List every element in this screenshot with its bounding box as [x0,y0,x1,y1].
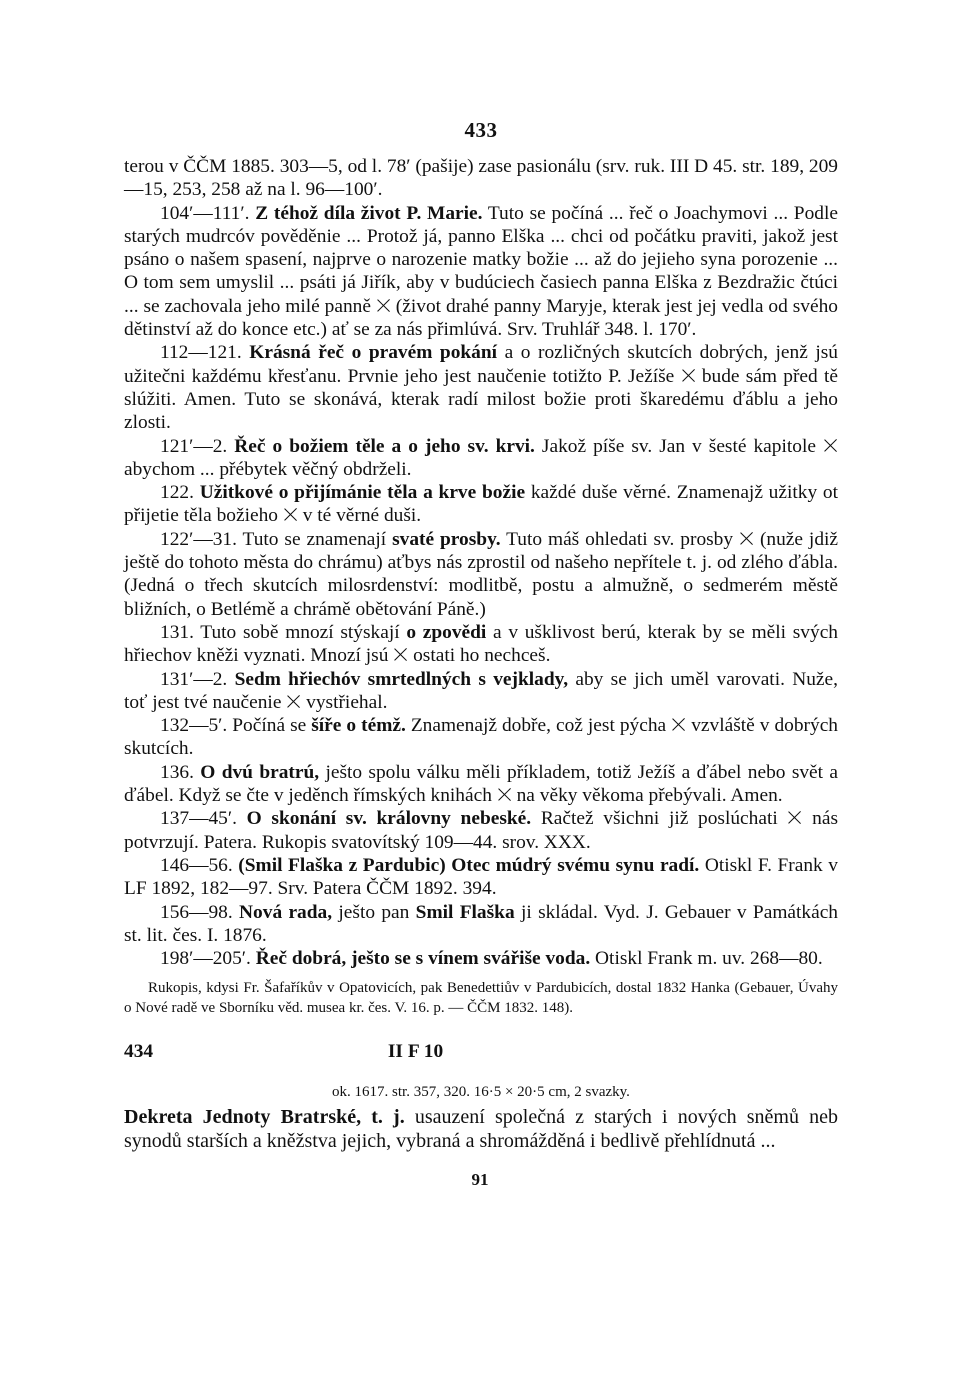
text: 121′—2. [160,435,235,457]
bold-text: O dvú bratrú, [200,761,320,783]
text: Račtež všichni již poslúchati [531,808,778,830]
text: každé duše věrné. Znamenajž užitky ot přijetie těla božieho [124,482,838,527]
bold-text: (Smil Flaška z Pardubic) Otec múdrý svému synu radí. [238,854,700,876]
cross-mark-icon [787,810,802,825]
text: Otiskl F. Frank v LF 1892, 182—97. Srv. Patera ČČM 1892. 394. [124,854,839,900]
entry-title-rest: usauzení společná z starých i nových sněmů neb synodů starších a kněžstva jejich, vybraná a shromážděná i bedlivě přehlídnutá ... [124,1106,839,1152]
text: 112—121. [160,342,250,364]
bold-text: šíře o témž. [311,715,406,737]
text: Znamenajž dobře, což jest pýcha [405,715,667,737]
bold-text: svaté prosby. [392,528,501,550]
text: nás potvrzují. Patera. Rukopis svatovítský 109—44. srov. XXX. [124,808,838,853]
text: ješto spolu válku měli příkladem, totiž Ježíš a ďábel nebo svět a ďábel. Když se čte v jeděnch římských knihách [124,761,839,807]
text: terou v ČČM 1885. 303—5, od l. 78′ (pašije) zase pasionálu (srv. ruk. III D 45. str. 189, 209—15, 253, 258 až na l. 96—100′. [124,156,838,201]
cross-mark-icon [393,647,408,662]
entry-description: ok. 1617. str. 357, 320. 16·5 × 20·5 cm, 2 svazky. [332,1084,630,1101]
paragraph [124,341,838,434]
paragraph [124,901,838,948]
text: bude sám před tě slúžiti. Amen. Tuto se skonává, kterak radí milost božie proti škaredému ďáblu a jeho zlosti. [124,365,838,434]
paragraph [124,947,838,970]
cross-mark-icon [681,368,696,383]
text: ješto pan [332,901,416,923]
cross-mark-icon [376,298,391,313]
paragraph [124,155,838,202]
paragraph [124,202,838,342]
page-number: 433 [464,118,498,142]
entry-title [124,1106,838,1153]
text: 104′—111′. [160,202,256,224]
footer-page-number: 91 [471,1170,489,1189]
bold-text: Řeč o božiem těle a o jeho sv. krvi. [234,435,535,457]
text: 198′—205′. [160,948,256,970]
paragraph [124,807,838,854]
document-page [124,118,838,1153]
paragraph [124,528,838,621]
text: ji skládal. Vyd. J. Gebauer v Památkách st. lit. čes. I. 1876. [124,901,838,946]
bold-text: Smil Flaška [415,901,515,923]
entry-number: 434 [124,1041,154,1063]
bold-text: Z téhož díla život P. Marie. [255,202,483,224]
text: 132—5′. Počíná se [160,715,312,737]
text: 137—45′. [160,808,247,830]
cross-mark-icon [283,507,298,522]
bold-text: Nová rada, [239,901,333,923]
paragraph [124,668,838,715]
bold-text: Krásná řeč o pravém pokání [249,342,498,364]
bold-text: Sedm hřiechóv smrtedlných s vejklady, [234,668,569,690]
text: Jakož píše sv. Jan v šesté kapitole [534,435,816,457]
text: Otiskl Frank m. uv. 268—80. [590,948,823,970]
spacer [798,1040,838,1064]
bold-text: Užitkové o přijímánie těla a krve božie [199,482,526,504]
manuscript-note: Rukopis, kdysi Fr. Šafaříkův v Opatovicích, pak Benedettiův v Pardubicích, dostal 1832 Hanka (Gebauer, Úvahy o Nové radě ve Sborníku věd. musea kr. čes. V. 16. p. — ČČM 1832. 148). [124,980,838,1017]
text: vzvláště v dobrých skutcích. [124,715,839,760]
text: 122′—31. Tuto se znamenají [160,528,393,550]
text: 136. [160,761,201,783]
text: v té věrné duši. [297,505,422,527]
paragraph [124,481,838,528]
text: (nuže jdiž ještě do tohoto města do chrámu) aťbys nás zprostil od našeho nepřítele t. j. od zlého ďábla. (Jedná o třech skutcích milosrdenství: modlitbě, postu a almužně, o sedmerém městě bližních, o Betlémě a chrámě obětování Páně.) [124,528,839,620]
text: vystřiehal. [301,691,388,713]
bold-text: Řeč dobrá, ješto se s vínem svářiše voda. [255,948,591,970]
text: ostati ho nechceš. [408,645,551,667]
bold-text: o zpovědi [406,621,487,643]
cross-mark-icon [286,694,301,709]
paragraph [124,714,838,761]
text: na věky věkoma přebývali. Amen. [511,785,783,807]
entry-title-bold: Dekreta Jednoty Bratrské, t. j. [124,1106,405,1129]
paragraph [124,761,838,808]
text: abychom ... přébytek věčný obdrželi. [124,458,412,480]
paragraph [124,621,838,668]
text: a o rozličných skutcích dobrých, jenž jsú užitečni každému křesťanu. Prvnie jeho jest naučenie totižto P. Ježíše [124,342,838,387]
text: aby se jich uměl varovati. Nuže, toť jest tvé naučenie [124,668,838,713]
entry-header [124,1040,838,1064]
entry-signature: II F 10 [387,1041,444,1063]
text: 131′—2. [160,668,235,690]
paragraph [124,435,838,482]
cross-mark-icon [671,717,686,732]
text: a v ušklivost berú, kterak by se měli svých hřiechov kněži vyznati. Mnozí jsú [124,621,838,667]
bold-text: O skonání sv. královny nebeské. [246,808,532,830]
text: 131. Tuto sobě mnozí stýskají [160,621,407,643]
cross-mark-icon [823,438,838,453]
cross-mark-icon [739,531,754,546]
text: (život drahé panny Maryje, kterak jest jej vedla od svého dětinství až do konce etc.) ať se za nás přimlúvá. Srv. Truhlář 348. l. 170′. [124,295,838,341]
text: 156—98. [160,901,240,923]
paragraph [124,854,838,901]
text: 146—56. [160,854,239,876]
text: 122. [160,482,200,504]
text: Tuto se počíná ... řeč o Joachymovi ... Podle starých mudrcóv pověděnie ... Protož já, panno Elška ... chci od počátku praviti, jakož jest psáno o našem spasení, najprve o narozenie matky božie ... až do jejieho syna porozenie ... O tom sem umyslil ... psáti já Jiřík, aby v budúciech časiech panna Elška z Bezdražic čtúci ... se zachovala jeho milé panně [124,202,838,317]
text: Tuto máš ohledati sv. prosby [500,528,734,550]
cross-mark-icon [497,787,512,802]
